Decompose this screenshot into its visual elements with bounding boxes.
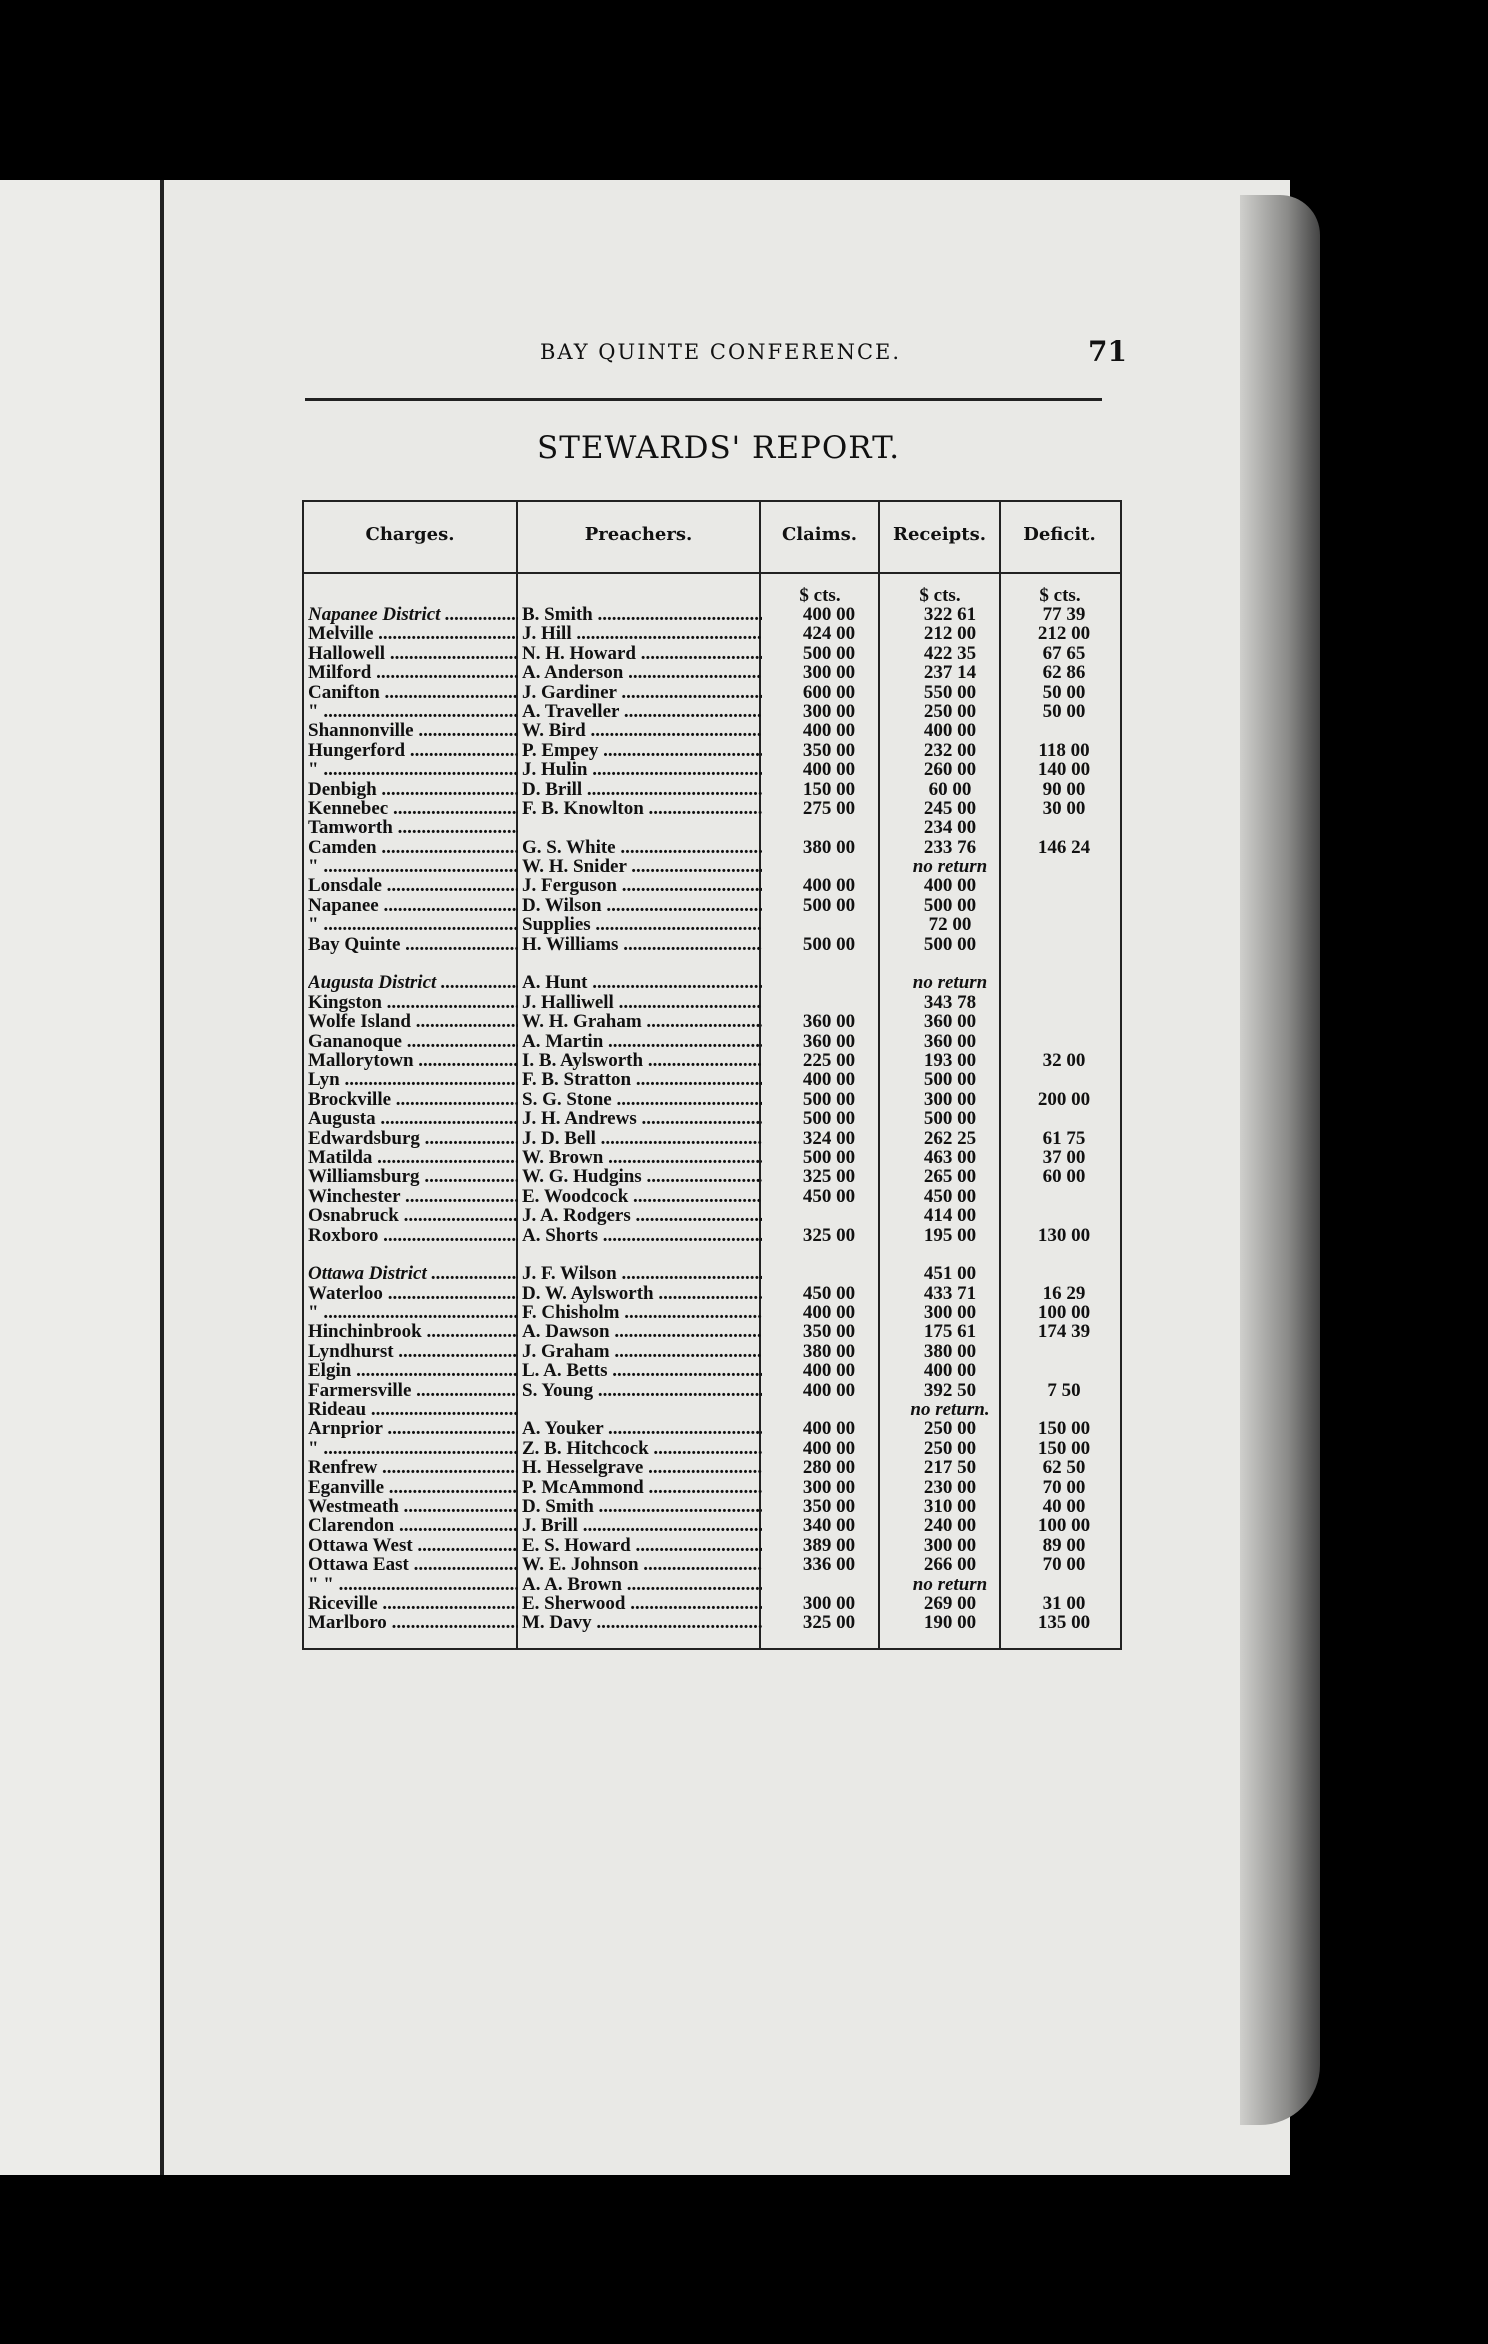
table-row <box>304 1439 1120 1458</box>
previous-page-strip <box>0 180 162 2175</box>
preacher-cell: J. D. Bell ..... <box>522 1129 762 1148</box>
charge-cell: " ..... <box>308 1439 518 1458</box>
claims-cell: 400 00 <box>802 720 856 742</box>
charge-cell: Waterloo ..... <box>308 1284 518 1303</box>
column-header-preachers: Preachers. <box>584 524 693 545</box>
charge-cell: Hungerford ..... <box>308 741 518 760</box>
table-row <box>304 624 1120 643</box>
deficit-cell: 89 00 <box>1042 1534 1086 1556</box>
charge-cell: Eganville ..... <box>308 1478 518 1497</box>
charge-cell: Camden ..... <box>308 838 518 857</box>
receipts-cell: 230 00 <box>923 1476 977 1498</box>
preacher-cell: W. H. Graham ..... <box>522 1012 762 1031</box>
receipts-cell: 266 00 <box>923 1554 977 1576</box>
charge-cell: Westmeath ..... <box>308 1497 518 1516</box>
receipts-cell: 190 00 <box>923 1612 977 1634</box>
receipts-cell: 269 00 <box>923 1592 977 1614</box>
deficit-cell: 60 00 <box>1042 1166 1086 1188</box>
preacher-cell: A. Traveller ..... <box>522 702 762 721</box>
table-row <box>304 973 1120 992</box>
receipts-cell: 400 00 <box>923 1360 977 1382</box>
deficit-cell: 16 29 <box>1042 1282 1086 1304</box>
receipts-cell: 500 00 <box>923 894 977 916</box>
receipts-cell: 262 25 <box>923 1127 977 1149</box>
charge-cell: Farmersville ..... <box>308 1381 518 1400</box>
preacher-cell: H. Hesselgrave ..... <box>522 1458 762 1477</box>
header-rule <box>305 398 1102 401</box>
charge-cell: " ..... <box>308 1303 518 1322</box>
deficit-cell: 31 00 <box>1042 1592 1086 1614</box>
receipts-cell: 233 76 <box>923 836 977 858</box>
table-row <box>304 1129 1120 1148</box>
claims-cell: 350 00 <box>802 739 856 761</box>
charge-cell: Osnabruck ..... <box>308 1206 518 1225</box>
table-row <box>304 1419 1120 1438</box>
preacher-cell: M. Davy ..... <box>522 1613 762 1632</box>
receipts-cell: 250 00 <box>923 1437 977 1459</box>
table-row <box>304 1613 1120 1632</box>
claims-cell: 400 00 <box>802 1302 856 1324</box>
receipts-cell: 343 78 <box>923 991 977 1013</box>
charge-cell: Williamsburg ..... <box>308 1167 518 1186</box>
preacher-cell: B. Smith ..... <box>522 605 762 624</box>
charge-cell: Napanee ..... <box>308 896 518 915</box>
preacher-cell: D. Brill ..... <box>522 780 762 799</box>
charge-cell: Brockville ..... <box>308 1090 518 1109</box>
preacher-cell: J. Graham ..... <box>522 1342 762 1361</box>
preacher-cell: E. Sherwood ..... <box>522 1594 762 1613</box>
charge-cell: " " ..... <box>308 1575 518 1594</box>
page-edge <box>1240 195 1320 2125</box>
claims-cell: 400 00 <box>802 1418 856 1440</box>
charge-cell: Elgin ..... <box>308 1361 518 1380</box>
claims-cell: 400 00 <box>802 604 856 625</box>
preacher-cell: A. Martin ..... <box>522 1032 762 1051</box>
deficit-cell: 40 00 <box>1042 1495 1086 1517</box>
table-row <box>304 896 1120 915</box>
deficit-cell: 50 00 <box>1042 700 1086 722</box>
charge-cell: Hinchinbrook ..... <box>308 1322 518 1341</box>
charge-cell: Marlboro ..... <box>308 1613 518 1632</box>
table-row <box>304 605 1120 624</box>
preacher-cell: D. Wilson ..... <box>522 896 762 915</box>
preacher-cell: P. Empey ..... <box>522 741 762 760</box>
charge-cell: Matilda ..... <box>308 1148 518 1167</box>
units-deficit: $ cts. <box>1039 585 1081 606</box>
charge-cell: " ..... <box>308 760 518 779</box>
preacher-cell: F. B. Knowlton ..... <box>522 799 762 818</box>
table-row <box>304 1497 1120 1516</box>
preacher-cell: H. Williams ..... <box>522 935 762 954</box>
charge-cell: Kingston ..... <box>308 993 518 1012</box>
claims-cell: 600 00 <box>802 681 856 703</box>
claims-cell: 380 00 <box>802 1340 856 1362</box>
claims-cell: 500 00 <box>802 933 856 955</box>
deficit-cell: 70 00 <box>1042 1476 1086 1498</box>
table-row <box>304 1458 1120 1477</box>
claims-cell: 336 00 <box>802 1554 856 1576</box>
preacher-cell: F. Chisholm ..... <box>522 1303 762 1322</box>
claims-cell: 380 00 <box>802 836 856 858</box>
claims-cell: 325 00 <box>802 1612 856 1634</box>
preacher-cell: E. S. Howard ..... <box>522 1536 762 1555</box>
charge-cell: Ottawa District ..... <box>308 1264 518 1283</box>
preacher-cell: W. H. Snider ..... <box>522 857 762 876</box>
charge-cell: Roxboro ..... <box>308 1226 518 1245</box>
charge-cell: Canifton ..... <box>308 683 518 702</box>
table-row <box>304 1051 1120 1070</box>
receipts-cell: 414 00 <box>923 1205 977 1227</box>
table-row <box>304 1536 1120 1555</box>
claims-cell: 500 00 <box>802 894 856 916</box>
claims-cell: 325 00 <box>802 1224 856 1246</box>
claims-cell: 450 00 <box>802 1282 856 1304</box>
units-claims: $ cts. <box>799 585 841 606</box>
claims-cell: 400 00 <box>802 1360 856 1382</box>
receipts-cell: 400 00 <box>923 875 977 897</box>
claims-cell: 300 00 <box>802 700 856 722</box>
column-header-claims: Claims. <box>781 524 858 545</box>
charge-cell: Denbigh ..... <box>308 780 518 799</box>
preacher-cell: J. Halliwell ..... <box>522 993 762 1012</box>
table-row <box>304 876 1120 895</box>
column-header-deficit: Deficit. <box>1023 524 1096 545</box>
claims-cell: 500 00 <box>802 1108 856 1130</box>
charge-cell: " ..... <box>308 915 518 934</box>
table-row <box>304 1342 1120 1361</box>
charge-cell: Rideau ..... <box>308 1400 518 1419</box>
receipts-cell: 451 00 <box>923 1263 977 1285</box>
charge-cell: Lyn ..... <box>308 1070 518 1089</box>
table-row <box>304 1187 1120 1206</box>
preacher-cell: G. S. White ..... <box>522 838 762 857</box>
deficit-cell: 100 00 <box>1037 1302 1091 1324</box>
receipts-cell: 450 00 <box>923 1185 977 1207</box>
claims-cell: 400 00 <box>802 875 856 897</box>
table-row <box>304 1226 1120 1245</box>
preacher-cell: L. A. Betts ..... <box>522 1361 762 1380</box>
table-row <box>304 663 1120 682</box>
table-row <box>304 857 1120 876</box>
deficit-cell: 7 50 <box>1047 1379 1081 1401</box>
preacher-cell: F. B. Stratton ..... <box>522 1070 762 1089</box>
charge-cell: Clarendon ..... <box>308 1516 518 1535</box>
receipts-cell: 433 71 <box>923 1282 977 1304</box>
deficit-cell: 135 00 <box>1037 1612 1091 1634</box>
header-divider <box>304 572 1120 574</box>
charge-cell: Bay Quinte ..... <box>308 935 518 954</box>
charge-cell: Kennebec ..... <box>308 799 518 818</box>
claims-cell: 350 00 <box>802 1321 856 1343</box>
charge-cell: Renfrew ..... <box>308 1458 518 1477</box>
stewards-report-table <box>302 500 1122 1650</box>
claims-cell: 500 00 <box>802 1088 856 1110</box>
receipts-cell: 217 50 <box>923 1457 977 1479</box>
column-header-charges: Charges. <box>365 524 455 545</box>
charge-cell: Hallowell ..... <box>308 644 518 663</box>
preacher-cell: Z. B. Hitchcock ..... <box>522 1439 762 1458</box>
preacher-cell: J. A. Rodgers ..... <box>522 1206 762 1225</box>
preacher-cell: A. A. Brown ..... <box>522 1575 762 1594</box>
receipts-cell: 260 00 <box>923 759 977 781</box>
charge-cell: Tamworth ..... <box>308 818 518 837</box>
deficit-cell: 90 00 <box>1042 778 1086 800</box>
deficit-cell: 70 00 <box>1042 1554 1086 1576</box>
deficit-cell: 77 39 <box>1042 604 1086 625</box>
deficit-cell: 150 00 <box>1037 1418 1091 1440</box>
charge-cell: Riceville ..... <box>308 1594 518 1613</box>
table-row <box>304 818 1120 837</box>
table-row <box>304 1555 1120 1574</box>
table-row <box>304 1012 1120 1031</box>
table-row <box>304 1070 1120 1089</box>
table-row <box>304 721 1120 740</box>
deficit-cell: 174 39 <box>1037 1321 1091 1343</box>
deficit-cell: 140 00 <box>1037 759 1091 781</box>
table-row <box>304 760 1120 779</box>
table-row <box>304 702 1120 721</box>
receipts-cell: 463 00 <box>923 1146 977 1168</box>
preacher-cell: J. H. Andrews ..... <box>522 1109 762 1128</box>
charge-cell: Mallorytown ..... <box>308 1051 518 1070</box>
claims-cell: 350 00 <box>802 1495 856 1517</box>
table-row <box>304 741 1120 760</box>
table-row <box>304 1090 1120 1109</box>
table-row <box>304 1109 1120 1128</box>
deficit-cell: 62 86 <box>1042 662 1086 684</box>
receipts-cell: 232 00 <box>923 739 977 761</box>
table-row <box>304 993 1120 1012</box>
receipts-cell: no return <box>912 856 988 878</box>
table-row <box>304 915 1120 934</box>
claims-cell: 280 00 <box>802 1457 856 1479</box>
receipts-cell: 212 00 <box>923 623 977 645</box>
preacher-cell: W. Brown ..... <box>522 1148 762 1167</box>
preacher-cell: J. Hill ..... <box>522 624 762 643</box>
preacher-cell: J. Gardiner ..... <box>522 683 762 702</box>
receipts-cell: 300 00 <box>923 1302 977 1324</box>
receipts-cell: 265 00 <box>923 1166 977 1188</box>
preacher-cell: D. W. Aylsworth ..... <box>522 1284 762 1303</box>
receipts-cell: 360 00 <box>923 1030 977 1052</box>
table-row <box>304 683 1120 702</box>
receipts-cell: 72 00 <box>928 914 972 936</box>
district-spacer <box>304 954 1120 973</box>
table-row <box>304 1400 1120 1419</box>
preacher-cell: S. Young ..... <box>522 1381 762 1400</box>
deficit-cell: 32 00 <box>1042 1049 1086 1071</box>
claims-cell: 400 00 <box>802 1379 856 1401</box>
deficit-cell: 212 00 <box>1037 623 1091 645</box>
receipts-cell: 500 00 <box>923 1069 977 1091</box>
table-row <box>304 1361 1120 1380</box>
preacher-cell: A. Shorts ..... <box>522 1226 762 1245</box>
receipts-cell: 322 61 <box>923 604 977 625</box>
preacher-cell: A. Anderson ..... <box>522 663 762 682</box>
preacher-cell: A. Dawson ..... <box>522 1322 762 1341</box>
receipts-cell: 500 00 <box>923 933 977 955</box>
preacher-cell: W. Bird ..... <box>522 721 762 740</box>
preacher-cell: A. Hunt ..... <box>522 973 762 992</box>
claims-cell: 300 00 <box>802 1592 856 1614</box>
deficit-cell: 150 00 <box>1037 1437 1091 1459</box>
claims-cell: 275 00 <box>802 797 856 819</box>
charge-cell: Lyndhurst ..... <box>308 1342 518 1361</box>
charge-cell: Shannonville ..... <box>308 721 518 740</box>
table-row <box>304 1478 1120 1497</box>
charge-cell: Napanee District ..... <box>308 605 518 624</box>
claims-cell: 150 00 <box>802 778 856 800</box>
receipts-cell: 240 00 <box>923 1515 977 1537</box>
table-row <box>304 935 1120 954</box>
receipts-cell: 400 00 <box>923 720 977 742</box>
charge-cell: Melville ..... <box>308 624 518 643</box>
claims-cell: 225 00 <box>802 1049 856 1071</box>
claims-cell: 450 00 <box>802 1185 856 1207</box>
charge-cell: Winchester ..... <box>308 1187 518 1206</box>
receipts-cell: 310 00 <box>923 1495 977 1517</box>
units-row <box>304 586 1120 605</box>
deficit-cell: 200 00 <box>1037 1088 1091 1110</box>
deficit-cell: 37 00 <box>1042 1146 1086 1168</box>
claims-cell: 400 00 <box>802 759 856 781</box>
receipts-cell: no return <box>912 1573 988 1595</box>
receipts-cell: 360 00 <box>923 1011 977 1033</box>
receipts-cell: 250 00 <box>923 1418 977 1440</box>
preacher-cell: J. F. Wilson ..... <box>522 1264 762 1283</box>
preacher-cell: J. Hulin ..... <box>522 760 762 779</box>
receipts-cell: 380 00 <box>923 1340 977 1362</box>
table-row <box>304 1032 1120 1051</box>
receipts-cell: no return. <box>910 1399 990 1421</box>
receipts-cell: 234 00 <box>923 817 977 839</box>
preacher-cell: A. Youker ..... <box>522 1419 762 1438</box>
claims-cell: 324 00 <box>802 1127 856 1149</box>
charge-cell: Milford ..... <box>308 663 518 682</box>
preacher-cell: Supplies ..... <box>522 915 762 934</box>
claims-cell: 300 00 <box>802 1476 856 1498</box>
charge-cell: Augusta ..... <box>308 1109 518 1128</box>
receipts-cell: 193 00 <box>923 1049 977 1071</box>
receipts-cell: 250 00 <box>923 700 977 722</box>
claims-cell: 340 00 <box>802 1515 856 1537</box>
table-row <box>304 1284 1120 1303</box>
running-title: BAY QUINTE CONFERENCE. <box>540 340 902 364</box>
table-row <box>304 1322 1120 1341</box>
preacher-cell: W. E. Johnson ..... <box>522 1555 762 1574</box>
units-receipts: $ cts. <box>919 585 961 606</box>
charge-cell: " ..... <box>308 702 518 721</box>
table-row <box>304 1167 1120 1186</box>
page-number: 71 <box>1088 335 1127 368</box>
deficit-cell: 146 24 <box>1037 836 1091 858</box>
claims-cell: 360 00 <box>802 1011 856 1033</box>
preacher-cell: W. G. Hudgins ..... <box>522 1167 762 1186</box>
preacher-cell: J. Ferguson ..... <box>522 876 762 895</box>
table-row <box>304 1148 1120 1167</box>
table-row <box>304 1575 1120 1594</box>
charge-cell: Ottawa West ..... <box>308 1536 518 1555</box>
preacher-cell: S. G. Stone ..... <box>522 1090 762 1109</box>
charge-cell: Augusta District ..... <box>308 973 518 992</box>
column-header-receipts: Receipts. <box>893 524 986 545</box>
table-row <box>304 1206 1120 1225</box>
charge-cell: Wolfe Island ..... <box>308 1012 518 1031</box>
claims-cell: 500 00 <box>802 1146 856 1168</box>
deficit-cell: 61 75 <box>1042 1127 1086 1149</box>
deficit-cell: 67 65 <box>1042 642 1086 664</box>
preacher-cell: D. Smith ..... <box>522 1497 762 1516</box>
charge-cell: Ottawa East ..... <box>308 1555 518 1574</box>
preacher-cell: E. Woodcock ..... <box>522 1187 762 1206</box>
deficit-cell: 118 00 <box>1038 739 1090 761</box>
receipts-cell: 422 35 <box>923 642 977 664</box>
receipts-cell: 500 00 <box>923 1108 977 1130</box>
claims-cell: 400 00 <box>802 1437 856 1459</box>
table-row <box>304 1594 1120 1613</box>
charge-cell: " ..... <box>308 857 518 876</box>
claims-cell: 389 00 <box>802 1534 856 1556</box>
preacher-cell: P. McAmmond ..... <box>522 1478 762 1497</box>
claims-cell: 500 00 <box>802 642 856 664</box>
table-row <box>304 1381 1120 1400</box>
district-spacer <box>304 1245 1120 1264</box>
claims-cell: 400 00 <box>802 1069 856 1091</box>
deficit-cell: 100 00 <box>1037 1515 1091 1537</box>
claims-cell: 300 00 <box>802 662 856 684</box>
deficit-cell: 30 00 <box>1042 797 1086 819</box>
receipts-cell: no return <box>912 972 988 994</box>
claims-cell: 424 00 <box>802 623 856 645</box>
report-title: STEWARDS' REPORT. <box>537 430 901 466</box>
deficit-cell: 50 00 <box>1042 681 1086 703</box>
receipts-cell: 60 00 <box>928 778 972 800</box>
deficit-cell: 130 00 <box>1037 1224 1091 1246</box>
table-row <box>304 799 1120 818</box>
claims-cell: 325 00 <box>802 1166 856 1188</box>
table-row <box>304 644 1120 663</box>
preacher-cell: N. H. Howard ..... <box>522 644 762 663</box>
charge-cell: Arnprior ..... <box>308 1419 518 1438</box>
table-row <box>304 1303 1120 1322</box>
table-row <box>304 1264 1120 1283</box>
receipts-cell: 392 50 <box>923 1379 977 1401</box>
charge-cell: Edwardsburg ..... <box>308 1129 518 1148</box>
table-body <box>304 605 1120 1633</box>
table-row <box>304 1516 1120 1535</box>
table-row <box>304 838 1120 857</box>
charge-cell: Lonsdale ..... <box>308 876 518 895</box>
table-row <box>304 780 1120 799</box>
preacher-cell: I. B. Aylsworth ..... <box>522 1051 762 1070</box>
receipts-cell: 300 00 <box>923 1088 977 1110</box>
charge-cell: Gananoque ..... <box>308 1032 518 1051</box>
receipts-cell: 245 00 <box>923 797 977 819</box>
gutter-line <box>160 180 164 2175</box>
receipts-cell: 300 00 <box>923 1534 977 1556</box>
deficit-cell: 62 50 <box>1042 1457 1086 1479</box>
receipts-cell: 550 00 <box>923 681 977 703</box>
claims-cell: 360 00 <box>802 1030 856 1052</box>
preacher-cell: J. Brill ..... <box>522 1516 762 1535</box>
receipts-cell: 195 00 <box>923 1224 977 1246</box>
receipts-cell: 175 61 <box>923 1321 977 1343</box>
receipts-cell: 237 14 <box>923 662 977 684</box>
